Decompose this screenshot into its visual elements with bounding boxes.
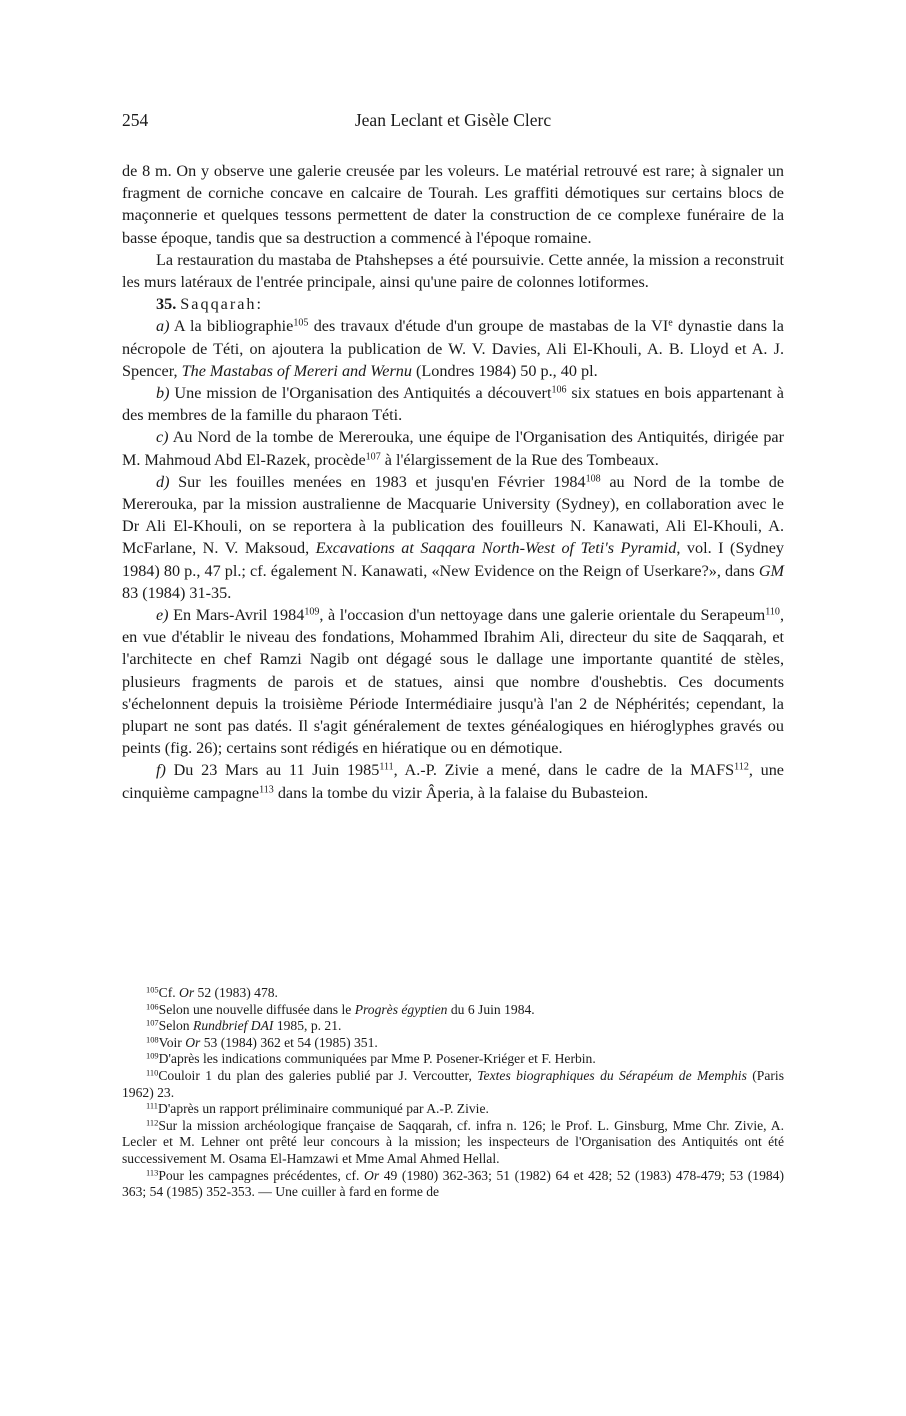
text: Du 23 Mars au 11 Juin 1985 <box>165 761 380 780</box>
item-a <box>122 315 784 382</box>
item-label: a) <box>156 317 170 336</box>
section-name: Saqqarah <box>180 295 257 314</box>
text: des travaux d'étude d'un groupe de mastabas de la VI <box>308 317 669 336</box>
journal-abbrev: Or <box>185 1034 201 1050</box>
text: au Nord de la tombe de Mererouka, par la mission australienne de Macquarie University (Sydney), en collaboration avec le Dr Ali El-Khouli, on se reportera à la publication des fouilleurs N. Kanawati, Ali El-Khouli, A. McFarlane, N. V. Maksoud, <box>122 472 784 558</box>
text: à l'élargissement de la Rue des Tombeaux. <box>380 450 659 469</box>
section-number: 35. <box>156 295 177 314</box>
text: 1985, p. 21. <box>273 1018 342 1034</box>
publication-title: Progrès égyptien <box>354 1001 448 1017</box>
text: D'après les indications communiquées par Mme P. Posener-Kriéger et F. Herbin. <box>158 1051 596 1067</box>
text: du 6 Juin 1984. <box>447 1001 535 1017</box>
footnote-108 <box>122 1035 784 1052</box>
item-label: b) <box>156 384 170 403</box>
footnote-number: 109 <box>146 1050 159 1061</box>
footnote-ref[interactable]: 110 <box>765 606 780 618</box>
text: Sur les fouilles menées en 1983 et jusqu'en Février 1984 <box>169 472 586 491</box>
text: (Londres 1984) 50 p., 40 pl. <box>411 361 598 380</box>
text: 52 (1983) 478. <box>194 985 278 1000</box>
section-heading-saqqarah <box>122 293 784 315</box>
item-c <box>122 426 784 470</box>
item-label: d) <box>156 472 170 491</box>
section-colon: : <box>256 295 262 314</box>
journal-abbrev: GM <box>758 561 784 580</box>
main-text <box>122 160 784 804</box>
text: , vol. I (Sydney 1984) 80 p., 47 pl.; cf. également N. Kanawati, «New Evidence on the Reign of Userkare?», dans <box>122 539 785 580</box>
text: A la bibliographie <box>169 317 294 336</box>
footnote-number: 108 <box>146 1034 159 1045</box>
footnote-number: 111 <box>146 1100 159 1111</box>
item-b <box>122 382 784 426</box>
footnote-number: 112 <box>146 1117 159 1128</box>
publication-title: Rundbrief DAI <box>193 1018 274 1034</box>
text: dynastie dans la nécropole de Téti, on ajoutera la publication de W. V. Davies, Ali El-Khouli, A. B. Lloyd et A. J. Spencer, <box>122 317 784 380</box>
footnote-ref[interactable]: 111 <box>379 761 394 773</box>
book-title: Excavations at Saqqara North-West of Teti's Pyramid <box>315 539 677 558</box>
footnote-105 <box>122 985 784 1002</box>
page-header <box>122 110 784 134</box>
text: Couloir 1 du plan des galeries publié par J. Vercoutter, <box>158 1067 478 1083</box>
footnote-109 <box>122 1051 784 1068</box>
footnote-ref[interactable]: 108 <box>585 473 601 485</box>
footnote-number: 110 <box>146 1067 159 1078</box>
footnote-ref[interactable]: 106 <box>551 384 567 396</box>
text: Une mission de l'Organisation des Antiquités a découvert <box>169 384 552 403</box>
text: 83 (1984) 31-35. <box>122 583 232 602</box>
item-label: c) <box>156 428 169 447</box>
page-number: 254 <box>122 110 149 130</box>
footnote-number: 105 <box>146 984 159 995</box>
footnote-111 <box>122 1101 784 1118</box>
footnote-ref[interactable]: 107 <box>365 451 381 463</box>
item-f <box>122 759 784 803</box>
text: (Paris 1962) 23. <box>122 1067 784 1100</box>
paragraph-ptahshepses: La restauration du mastaba de Ptahshepses a été poursuivie. Cette année, la mission a reconstruit les murs latéraux de l'entrée principale, ainsi qu'une paire de colonnes lotiformes. <box>122 250 784 292</box>
text: , A.-P. Zivie a mené, dans le cadre de la MAFS <box>393 761 735 780</box>
footnote-110 <box>122 1068 784 1101</box>
text: Cf. <box>158 985 180 1000</box>
paragraph-continuation: de 8 m. On y observe une galerie creusée par les voleurs. Le matérial retrouvé est rare; à signaler un fragment de corniche concave en calcaire de Tourah. Les graffiti démotiques sur certains blocs de maçonnerie et quelques tessons permettent de dater la construction de ce complexe funéraire de la basse époque, tandis que sa destruction a commencé à l'époque romaine. <box>122 162 784 247</box>
text: En Mars-Avril 1984 <box>168 606 305 625</box>
footnote-ref[interactable]: 113 <box>259 784 274 796</box>
footnote-ref[interactable]: 105 <box>293 317 309 329</box>
footnote-106 <box>122 1002 784 1019</box>
footnote-112 <box>122 1118 784 1168</box>
footnote-ref[interactable]: 109 <box>304 606 320 618</box>
text: , une cinquième campagne <box>122 761 784 802</box>
text: , à l'occasion d'un nettoyage dans une galerie orientale du Serapeum <box>319 606 766 625</box>
footnote-107 <box>122 1018 784 1035</box>
text: Pour les campagnes précédentes, cf. <box>158 1167 365 1183</box>
item-label: f) <box>156 761 166 780</box>
text: six statues en bois appartenant à des membres de la famille du pharaon Téti. <box>122 384 784 425</box>
text: , en vue d'établir le niveau des fondations, Mohammed Ibrahim Ali, directeur du site de Saqqarah, et l'architecte en chef Ramzi Nagib ont dégagé sous le dallage une importante quantité de stèles, plusieurs fragments de parois et de statues, ainsi que nombre d'oushebtis. Ces documents s'échelonnent depuis la troisième Période Intermédiaire jusqu'à l'an 2 de Néphérités; cependant, la plupart ne sont pas datés. Il s'agit généralement de textes généalogiques en hiéroglyphes gravés ou peints (fig. 26); certains sont rédigés en hiératique ou en démotique. <box>122 606 784 758</box>
running-head: Jean Leclant et Gisèle Clerc <box>354 110 552 130</box>
text: Selon <box>158 1018 194 1034</box>
footnote-number: 106 <box>146 1000 159 1011</box>
text: Au Nord de la tombe de Mererouka, une équipe de l'Organisation des Antiquités, dirigée par M. Mahmoud Abd El-Razek, procède <box>122 428 784 469</box>
footnote-113 <box>122 1168 784 1201</box>
journal-abbrev: Or <box>179 985 195 1000</box>
footnotes <box>122 985 784 1201</box>
footnote-number: 113 <box>146 1166 159 1177</box>
text: D'après un rapport préliminaire communiqué par A.-P. Zivie. <box>158 1101 489 1117</box>
text: Voir <box>158 1034 186 1050</box>
item-label: e) <box>156 606 169 625</box>
text: dans la tombe du vizir Âperia, à la falaise du Bubasteion. <box>273 783 649 802</box>
superscript: e <box>668 317 673 329</box>
book-title: The Mastabas of Mereri and Wernu <box>181 361 412 380</box>
footnote-ref[interactable]: 112 <box>734 761 749 773</box>
text: Sur la mission archéologique française de Saqqarah, cf. infra n. 126; le Prof. L. Ginsburg, Mme Chr. Zivie, A. Lecler et M. Lehner ont prêté leur concours à la mission; les inspecteurs de l'Organisation des Antiquités ont été successivement M. Osama El-Hamzawi et Mme Amal Ahmed Hellal. <box>122 1117 784 1166</box>
item-d <box>122 471 784 604</box>
text: 53 (1984) 362 et 54 (1985) 351. <box>200 1034 378 1050</box>
text: 49 (1980) 362-363; 51 (1982) 64 et 428; 52 (1983) 478-479; 53 (1984) 363; 54 (1985) 352-353. — Une cuiller à fard en forme de <box>122 1167 785 1200</box>
item-e <box>122 604 784 759</box>
footnote-number: 107 <box>146 1017 159 1028</box>
text: Selon une nouvelle diffusée dans le <box>158 1001 355 1017</box>
journal-abbrev: Or <box>364 1167 380 1183</box>
book-title: Textes biographiques du Sérapéum de Memphis <box>477 1067 747 1083</box>
